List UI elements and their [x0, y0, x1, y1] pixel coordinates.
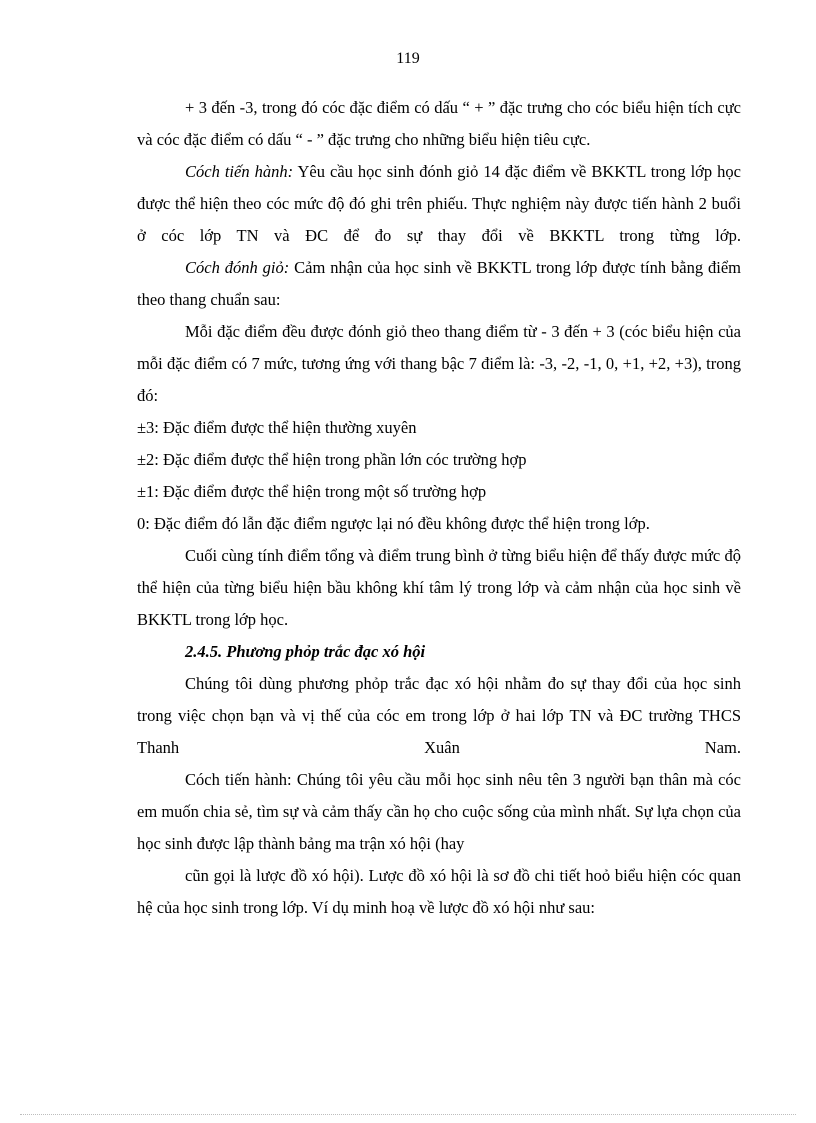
paragraph-sociometry: Chúng tôi dùng phương phỏp trắc đạc xó hội nhằm đo sự thay đổi của học sinh trong việc chọn bạn và vị thế của cóc em trong lớp ở hai lớp TN và ĐC trường THCS Thanh Xuân Nam.	[137, 674, 741, 757]
procedure-label: Cóch tiến hành:	[185, 162, 294, 181]
procedure-text: Yêu cầu học sinh đónh giỏ 14 đặc điểm về BKKTL trong lớp học được thể hiện theo cóc mức độ đó ghi trên phiếu. Thực nghiệm này được tiến hành 2 buổi ở cóc lớp TN và ĐC để đo sự thay đổi về BKKTL trong từng lớp.	[137, 162, 741, 245]
paragraph-scoring	[137, 252, 741, 316]
scale-item-0: 0: Đặc điểm đó lẫn đặc điểm ngược lại nó đều không được thể hiện trong lớp.	[137, 514, 650, 533]
paragraph-procedure	[137, 156, 741, 252]
scoring-label: Cóch đónh giỏ:	[185, 258, 290, 277]
paragraph-sociogram: cũn gọi là lược đồ xó hội). Lược đồ xó hội là sơ đồ chi tiết hoỏ biểu hiện cóc quan hệ của học sinh trong lớp. Ví dụ minh hoạ về lược đồ xó hội như sau:	[137, 866, 741, 917]
page-number: 119	[396, 50, 420, 67]
paragraph-conclusion: Cuối cùng tính điểm tổng và điểm trung bình ở từng biểu hiện để thấy được mức độ thể hiện của từng biểu hiện bầu không khí tâm lý trong lớp và cảm nhận của học sinh về BKKTL trong lớp học.	[137, 546, 741, 629]
section-heading: 2.4.5. Phương phỏp trắc đạc xó hội	[185, 642, 426, 661]
document-body	[137, 92, 741, 924]
scoring-text: Cảm nhận của học sinh về BKKTL trong lớp được tính bằng điểm theo thang chuẩn sau:	[137, 258, 741, 309]
scale-item-3: ±3: Đặc điểm được thể hiện thường xuyên	[137, 418, 417, 437]
footer-divider	[20, 1114, 796, 1115]
scale-item-1: ±1: Đặc điểm được thể hiện trong một số trường hợp	[137, 482, 487, 501]
paragraph-sociometry-procedure: Cóch tiến hành: Chúng tôi yêu cầu mỗi học sinh nêu tên 3 người bạn thân mà cóc em muốn chia sẻ, tìm sự và cảm thấy cần họ cho cuộc sống của mình nhất. Sự lựa chọn của học sinh được lập thành bảng ma trận xó hội (hay	[137, 770, 741, 853]
paragraph-scale-intro: + 3 đến -3, trong đó cóc đặc điểm có dấu “ + ” đặc trưng cho cóc biểu hiện tích cực và cóc đặc điểm có dấu “ - ” đặc trưng cho những biểu hiện tiêu cực.	[137, 98, 741, 149]
scale-item-2: ±2: Đặc điểm được thể hiện trong phần lớn cóc trường hợp	[137, 450, 527, 469]
paragraph-scale-description: Mỗi đặc điểm đều được đónh giỏ theo thang điểm từ - 3 đến + 3 (cóc biểu hiện của mỗi đặc điểm có 7 mức, tương ứng với thang bậc 7 điểm là: -3, -2, -1, 0, +1, +2, +3), trong đó:	[137, 322, 741, 405]
